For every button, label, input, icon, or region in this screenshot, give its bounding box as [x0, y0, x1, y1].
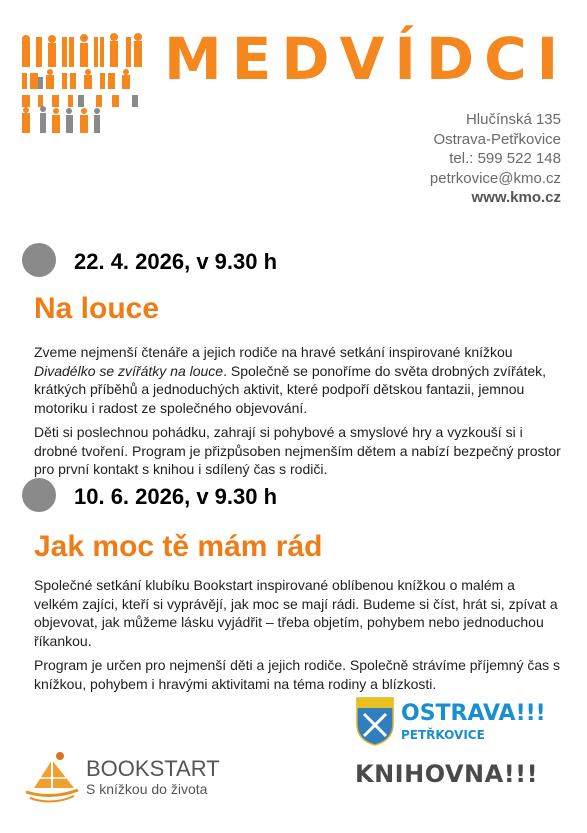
event-1-paragraph-1: Zveme nejmenší čtenáře a jejich rodiče na hravé setkání inspirované knížkou Divadélko se zvířátky na louce. Společně se ponoříme do světa drobných zvířátek, krátkých příběhů a jednoduchých aktivit, které podpoří dětskou fantazii, jemnou motoriku i radost ze společného objevování.: [34, 344, 547, 416]
event-2-date: 10. 6. 2026, v 9.30 h: [74, 484, 278, 509]
bookstart-logo: [22, 748, 242, 808]
event-2-paragraph-1: Společné setkání klubíku Bookstart inspirované oblíbenou knížkou o malém a velkém zajíci, kteří si vyprávějí, jak moc se mají rádi. Budeme si číst, hrát si, zpívat a objevovat, jak můžeme lásku vyjádřit – třeba objetím, pohybem nebo jednoduchou říkankou.: [34, 577, 558, 649]
event-1-bullet: [22, 243, 56, 277]
ostrava-text: OSTRAVA!!!: [401, 701, 546, 726]
address-block: [430, 110, 561, 208]
event-2-bullet: [22, 478, 56, 512]
event-1-title: Na louce: [34, 292, 160, 325]
knihovna-text: KNIHOVNA!!!: [355, 760, 539, 788]
event-1-paragraph-2: Děti si poslechnou pohádku, zahrají si pohybové a smyslové hry a vyzkouší si i drobné tvoření. Program je přizpůsoben nejmenším dětem a nabízí bezpečný prostor pro první kontakt s knihou i sdílený čas s rodiči.: [34, 424, 561, 477]
ostrava-petrkovice-logo: [355, 696, 565, 746]
bookstart-tagline: S knížkou do života: [86, 781, 208, 797]
event-2-title: Jak moc tě mám rád: [34, 530, 323, 563]
address-phone: tel.: 599 522 148: [449, 150, 561, 167]
bookstart-name: BOOKSTART: [86, 756, 220, 781]
address-city: Ostrava-Petřkovice: [433, 130, 561, 148]
address-street: Hlučínská 135: [465, 111, 561, 128]
event-2-paragraph-2: Program je určen pro nejmenší děti a jejich rodiče. Společně strávíme příjemný čas s knížkou, pohybem i hravými aktivitami na téma rodiny a blízkosti.: [34, 657, 561, 692]
event-1-description: [34, 343, 562, 485]
event-2-description: [34, 576, 562, 699]
medvidci-logo-icon: [22, 33, 156, 133]
event-1-date: 22. 4. 2026, v 9.30 h: [74, 249, 278, 274]
address-web[interactable]: www.kmo.cz: [471, 189, 561, 206]
address-email[interactable]: petrkovice@kmo.cz: [429, 169, 561, 187]
petrkovice-text: PETŘKOVICE: [401, 728, 485, 742]
page-title: MEDVÍDCI: [164, 25, 569, 93]
event-1-book-title: Divadélko se zvířátky na louce: [34, 362, 224, 379]
bookstart-boat-icon: [26, 752, 78, 802]
